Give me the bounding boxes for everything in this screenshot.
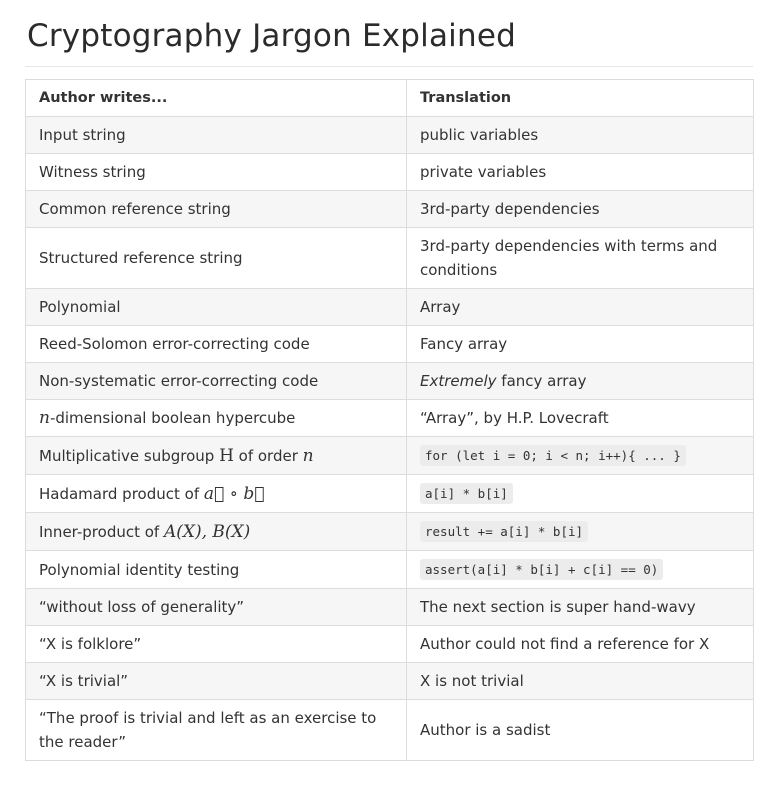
author-cell: “X is folklore” bbox=[26, 626, 407, 663]
author-text: Multiplicative subgroup bbox=[39, 446, 220, 465]
table-row bbox=[26, 589, 754, 626]
translation-cell bbox=[407, 437, 754, 475]
table-row bbox=[26, 437, 754, 475]
author-cell bbox=[26, 437, 407, 475]
translation-cell bbox=[407, 475, 754, 513]
author-cell: Input string bbox=[26, 117, 407, 154]
math-variable: n bbox=[39, 408, 50, 428]
author-cell: Non-systematic error-correcting code bbox=[26, 363, 407, 400]
author-text: Inner-product of bbox=[39, 522, 164, 541]
page-title: Cryptography Jargon Explained bbox=[27, 18, 516, 54]
math-variable: n bbox=[302, 445, 314, 466]
translation-cell bbox=[407, 363, 754, 400]
jargon-table bbox=[25, 79, 754, 761]
table-row bbox=[26, 700, 754, 761]
table-row bbox=[26, 626, 754, 663]
translation-cell: Fancy array bbox=[407, 326, 754, 363]
translation-cell: Array bbox=[407, 289, 754, 326]
translation-cell: 3rd-party dependencies bbox=[407, 191, 754, 228]
author-cell bbox=[26, 475, 407, 513]
column-header-author-writes: Author writes... bbox=[26, 80, 407, 117]
author-text: Hadamard product of bbox=[39, 484, 204, 503]
table-row bbox=[26, 117, 754, 154]
author-cell: Structured reference string bbox=[26, 228, 407, 289]
translation-cell: public variables bbox=[407, 117, 754, 154]
table-row bbox=[26, 551, 754, 589]
translation-cell: X is not trivial bbox=[407, 663, 754, 700]
table-row bbox=[26, 663, 754, 700]
translation-cell: Author is a sadist bbox=[407, 700, 754, 761]
code-snippet: for (let i = 0; i < n; i++){ ... } bbox=[420, 445, 686, 466]
translation-cell bbox=[407, 551, 754, 589]
code-snippet: result += a[i] * b[i] bbox=[420, 521, 588, 542]
translation-cell: “Array”, by H.P. Lovecraft bbox=[407, 400, 754, 437]
author-cell: “The proof is trivial and left as an exercise to the reader” bbox=[26, 700, 407, 761]
author-text: -dimensional boolean hypercube bbox=[49, 409, 296, 427]
code-snippet: assert(a[i] * b[i] + c[i] == 0) bbox=[420, 559, 663, 580]
author-cell: Polynomial bbox=[26, 289, 407, 326]
table-row bbox=[26, 363, 754, 400]
author-cell: Reed-Solomon error-correcting code bbox=[26, 326, 407, 363]
math-symbol: H bbox=[219, 445, 234, 466]
author-cell: Polynomial identity testing bbox=[26, 551, 407, 589]
table-row bbox=[26, 191, 754, 228]
translation-cell: The next section is super hand-wavy bbox=[407, 589, 754, 626]
author-cell: “X is trivial” bbox=[26, 663, 407, 700]
column-header-translation: Translation bbox=[407, 80, 754, 117]
math-expression: a⃗ ∘ b⃗ bbox=[203, 483, 265, 504]
code-snippet: a[i] * b[i] bbox=[420, 483, 513, 504]
translation-text: fancy array bbox=[496, 372, 587, 390]
table-row bbox=[26, 475, 754, 513]
author-text: of order bbox=[233, 446, 303, 465]
translation-cell bbox=[407, 513, 754, 551]
title-divider bbox=[25, 66, 753, 67]
translation-cell: 3rd-party dependencies with terms and conditions bbox=[407, 228, 754, 289]
table-row bbox=[26, 289, 754, 326]
math-expression: A(X), B(X) bbox=[163, 521, 251, 542]
translation-cell: Author could not find a reference for X bbox=[407, 626, 754, 663]
emphasis-text: Extremely bbox=[420, 372, 497, 390]
translation-cell: private variables bbox=[407, 154, 754, 191]
author-cell bbox=[26, 513, 407, 551]
table-row bbox=[26, 513, 754, 551]
author-cell: Common reference string bbox=[26, 191, 407, 228]
author-cell: “without loss of generality” bbox=[26, 589, 407, 626]
table-header-row bbox=[26, 80, 754, 117]
table-row bbox=[26, 326, 754, 363]
table-row bbox=[26, 154, 754, 191]
author-cell bbox=[26, 400, 407, 437]
table-row bbox=[26, 228, 754, 289]
author-cell: Witness string bbox=[26, 154, 407, 191]
table-row bbox=[26, 400, 754, 437]
